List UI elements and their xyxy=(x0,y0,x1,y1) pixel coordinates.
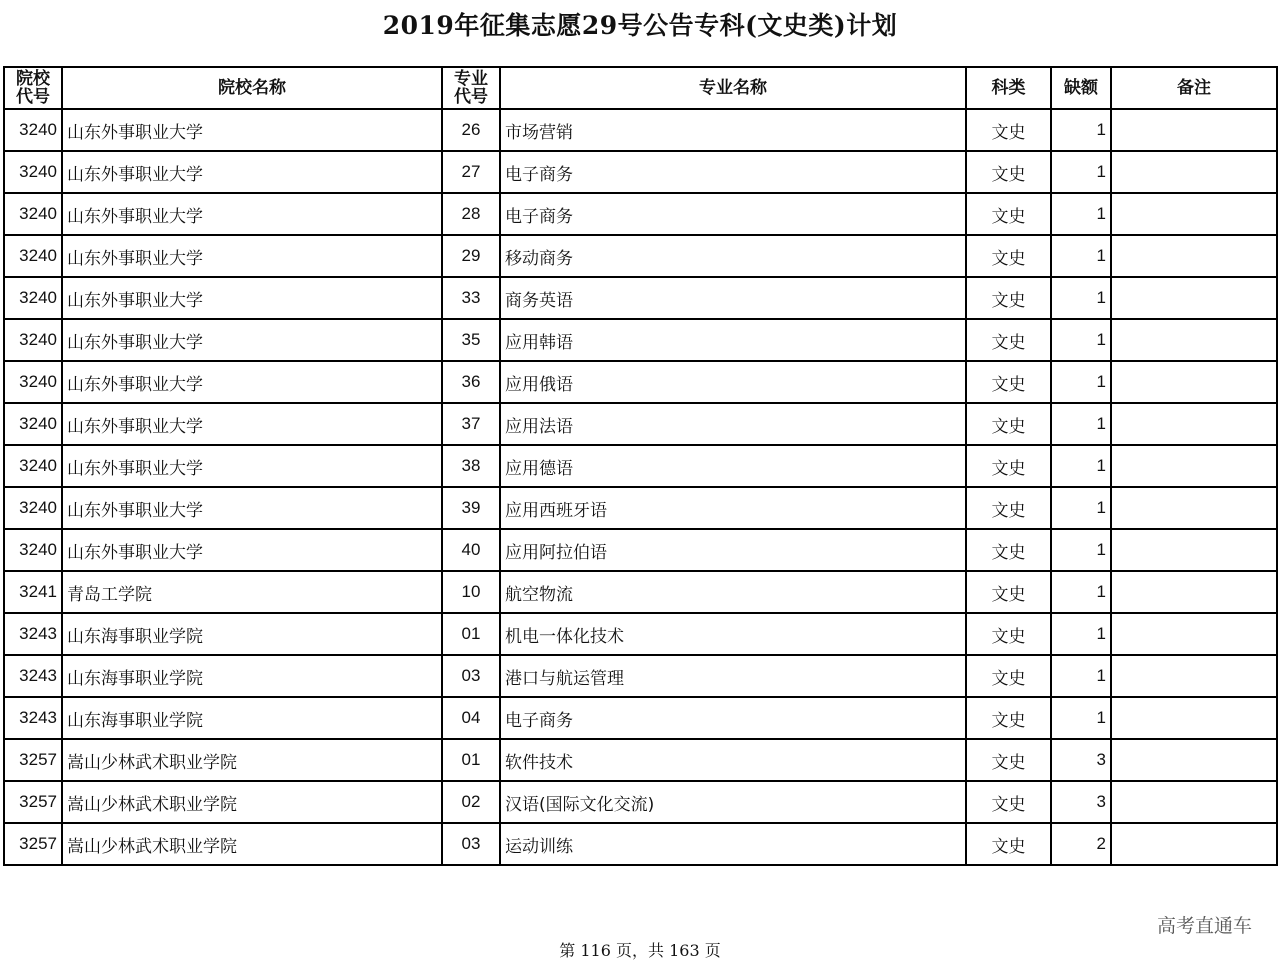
cell-major-code: 37 xyxy=(442,403,500,445)
cell-notes xyxy=(1111,697,1277,739)
cell-vacancies: 1 xyxy=(1051,487,1111,529)
cell-school-code: 3243 xyxy=(4,613,62,655)
cell-school-name: 山东海事职业学院 xyxy=(62,697,442,739)
cell-school-code: 3257 xyxy=(4,781,62,823)
cell-notes xyxy=(1111,235,1277,277)
cell-major-name: 汉语(国际文化交流) xyxy=(500,781,966,823)
cell-major-code: 02 xyxy=(442,781,500,823)
cell-major-name: 软件技术 xyxy=(500,739,966,781)
cell-school-code: 3257 xyxy=(4,739,62,781)
cell-school-code: 3240 xyxy=(4,529,62,571)
cell-major-code: 36 xyxy=(442,361,500,403)
cell-vacancies: 1 xyxy=(1051,613,1111,655)
cell-school-code: 3240 xyxy=(4,235,62,277)
cell-school-name: 山东外事职业大学 xyxy=(62,235,442,277)
cell-notes xyxy=(1111,361,1277,403)
header-major-name: 专业名称 xyxy=(500,67,966,109)
cell-major-name: 电子商务 xyxy=(500,151,966,193)
table-row xyxy=(4,445,1277,487)
table-row xyxy=(4,697,1277,739)
cell-category: 文史 xyxy=(966,529,1051,571)
cell-vacancies: 1 xyxy=(1051,655,1111,697)
cell-notes xyxy=(1111,739,1277,781)
cell-category: 文史 xyxy=(966,109,1051,151)
cell-major-name: 应用德语 xyxy=(500,445,966,487)
admission-plan-table xyxy=(3,66,1278,866)
cell-school-code: 3240 xyxy=(4,445,62,487)
cell-school-code: 3240 xyxy=(4,109,62,151)
cell-notes xyxy=(1111,193,1277,235)
cell-notes xyxy=(1111,823,1277,865)
cell-school-name: 山东外事职业大学 xyxy=(62,277,442,319)
table-row xyxy=(4,781,1277,823)
cell-vacancies: 1 xyxy=(1051,193,1111,235)
cell-category: 文史 xyxy=(966,655,1051,697)
cell-major-code: 03 xyxy=(442,655,500,697)
cell-notes xyxy=(1111,109,1277,151)
table-row xyxy=(4,151,1277,193)
header-vacancies: 缺额 xyxy=(1051,67,1111,109)
cell-school-code: 3241 xyxy=(4,571,62,613)
cell-school-name: 山东外事职业大学 xyxy=(62,193,442,235)
watermark-text: 高考直通车 xyxy=(1156,915,1252,937)
header-category: 科类 xyxy=(966,67,1051,109)
cell-vacancies: 1 xyxy=(1051,151,1111,193)
table-row xyxy=(4,529,1277,571)
cell-major-code: 27 xyxy=(442,151,500,193)
table-row xyxy=(4,823,1277,865)
cell-school-code: 3240 xyxy=(4,319,62,361)
cell-school-name: 山东外事职业大学 xyxy=(62,109,442,151)
cell-school-name: 山东外事职业大学 xyxy=(62,529,442,571)
cell-category: 文史 xyxy=(966,151,1051,193)
table-row xyxy=(4,193,1277,235)
cell-school-name: 嵩山少林武术职业学院 xyxy=(62,781,442,823)
header-notes: 备注 xyxy=(1111,67,1277,109)
cell-vacancies: 2 xyxy=(1051,823,1111,865)
table-row xyxy=(4,403,1277,445)
cell-major-name: 应用法语 xyxy=(500,403,966,445)
cell-category: 文史 xyxy=(966,739,1051,781)
cell-major-code: 26 xyxy=(442,109,500,151)
cell-major-name: 商务英语 xyxy=(500,277,966,319)
cell-major-code: 03 xyxy=(442,823,500,865)
table-body xyxy=(4,109,1277,865)
cell-school-name: 山东外事职业大学 xyxy=(62,403,442,445)
cell-school-code: 3243 xyxy=(4,655,62,697)
cell-category: 文史 xyxy=(966,361,1051,403)
cell-vacancies: 1 xyxy=(1051,109,1111,151)
cell-school-code: 3240 xyxy=(4,403,62,445)
cell-notes xyxy=(1111,487,1277,529)
cell-category: 文史 xyxy=(966,781,1051,823)
cell-major-name: 航空物流 xyxy=(500,571,966,613)
cell-school-name: 山东海事职业学院 xyxy=(62,613,442,655)
cell-major-name: 港口与航运管理 xyxy=(500,655,966,697)
page-footer: 第 116 页，共 163 页 xyxy=(559,941,721,960)
cell-school-name: 嵩山少林武术职业学院 xyxy=(62,739,442,781)
table-row xyxy=(4,235,1277,277)
cell-notes xyxy=(1111,613,1277,655)
cell-category: 文史 xyxy=(966,697,1051,739)
cell-category: 文史 xyxy=(966,235,1051,277)
cell-notes xyxy=(1111,781,1277,823)
page-title: 2019年征集志愿29号公告专科(文史类)计划 xyxy=(382,11,898,40)
cell-major-name: 市场营销 xyxy=(500,109,966,151)
cell-notes xyxy=(1111,529,1277,571)
cell-major-name: 应用阿拉伯语 xyxy=(500,529,966,571)
cell-category: 文史 xyxy=(966,487,1051,529)
cell-major-code: 01 xyxy=(442,613,500,655)
cell-school-name: 青岛工学院 xyxy=(62,571,442,613)
cell-vacancies: 1 xyxy=(1051,277,1111,319)
cell-category: 文史 xyxy=(966,445,1051,487)
cell-notes xyxy=(1111,655,1277,697)
cell-notes xyxy=(1111,403,1277,445)
cell-school-name: 山东外事职业大学 xyxy=(62,319,442,361)
table-row xyxy=(4,277,1277,319)
cell-category: 文史 xyxy=(966,193,1051,235)
cell-vacancies: 1 xyxy=(1051,235,1111,277)
cell-major-code: 38 xyxy=(442,445,500,487)
cell-major-code: 39 xyxy=(442,487,500,529)
cell-notes xyxy=(1111,319,1277,361)
table-header-row xyxy=(4,67,1277,109)
cell-category: 文史 xyxy=(966,319,1051,361)
cell-major-code: 10 xyxy=(442,571,500,613)
cell-major-name: 应用俄语 xyxy=(500,361,966,403)
table-row xyxy=(4,613,1277,655)
cell-major-name: 应用西班牙语 xyxy=(500,487,966,529)
cell-school-name: 山东外事职业大学 xyxy=(62,487,442,529)
table-row xyxy=(4,109,1277,151)
cell-school-code: 3240 xyxy=(4,361,62,403)
table-row xyxy=(4,655,1277,697)
cell-notes xyxy=(1111,445,1277,487)
cell-school-code: 3240 xyxy=(4,487,62,529)
cell-major-code: 04 xyxy=(442,697,500,739)
cell-category: 文史 xyxy=(966,823,1051,865)
table-row xyxy=(4,361,1277,403)
cell-major-code: 40 xyxy=(442,529,500,571)
header-school-name: 院校名称 xyxy=(62,67,442,109)
header-school-code: 院校 代号 xyxy=(4,67,62,109)
cell-vacancies: 1 xyxy=(1051,403,1111,445)
cell-notes xyxy=(1111,151,1277,193)
cell-category: 文史 xyxy=(966,571,1051,613)
cell-school-code: 3240 xyxy=(4,277,62,319)
header-major-code: 专业 代号 xyxy=(442,67,500,109)
cell-vacancies: 1 xyxy=(1051,319,1111,361)
cell-vacancies: 1 xyxy=(1051,529,1111,571)
cell-school-code: 3257 xyxy=(4,823,62,865)
cell-school-code: 3243 xyxy=(4,697,62,739)
cell-major-name: 电子商务 xyxy=(500,193,966,235)
cell-major-name: 应用韩语 xyxy=(500,319,966,361)
cell-vacancies: 3 xyxy=(1051,781,1111,823)
cell-school-name: 山东海事职业学院 xyxy=(62,655,442,697)
table-row xyxy=(4,487,1277,529)
cell-category: 文史 xyxy=(966,613,1051,655)
cell-school-name: 嵩山少林武术职业学院 xyxy=(62,823,442,865)
cell-school-name: 山东外事职业大学 xyxy=(62,151,442,193)
cell-vacancies: 1 xyxy=(1051,571,1111,613)
table-row xyxy=(4,571,1277,613)
cell-vacancies: 1 xyxy=(1051,445,1111,487)
cell-major-name: 电子商务 xyxy=(500,697,966,739)
cell-school-name: 山东外事职业大学 xyxy=(62,445,442,487)
cell-major-code: 29 xyxy=(442,235,500,277)
cell-school-code: 3240 xyxy=(4,193,62,235)
cell-vacancies: 1 xyxy=(1051,697,1111,739)
cell-category: 文史 xyxy=(966,277,1051,319)
cell-school-name: 山东外事职业大学 xyxy=(62,361,442,403)
cell-vacancies: 3 xyxy=(1051,739,1111,781)
cell-school-code: 3240 xyxy=(4,151,62,193)
cell-major-name: 运动训练 xyxy=(500,823,966,865)
cell-notes xyxy=(1111,277,1277,319)
cell-major-name: 移动商务 xyxy=(500,235,966,277)
cell-major-code: 01 xyxy=(442,739,500,781)
cell-major-code: 35 xyxy=(442,319,500,361)
cell-notes xyxy=(1111,571,1277,613)
table-row xyxy=(4,319,1277,361)
cell-vacancies: 1 xyxy=(1051,361,1111,403)
cell-major-name: 机电一体化技术 xyxy=(500,613,966,655)
cell-major-code: 33 xyxy=(442,277,500,319)
cell-major-code: 28 xyxy=(442,193,500,235)
table-row xyxy=(4,739,1277,781)
cell-category: 文史 xyxy=(966,403,1051,445)
